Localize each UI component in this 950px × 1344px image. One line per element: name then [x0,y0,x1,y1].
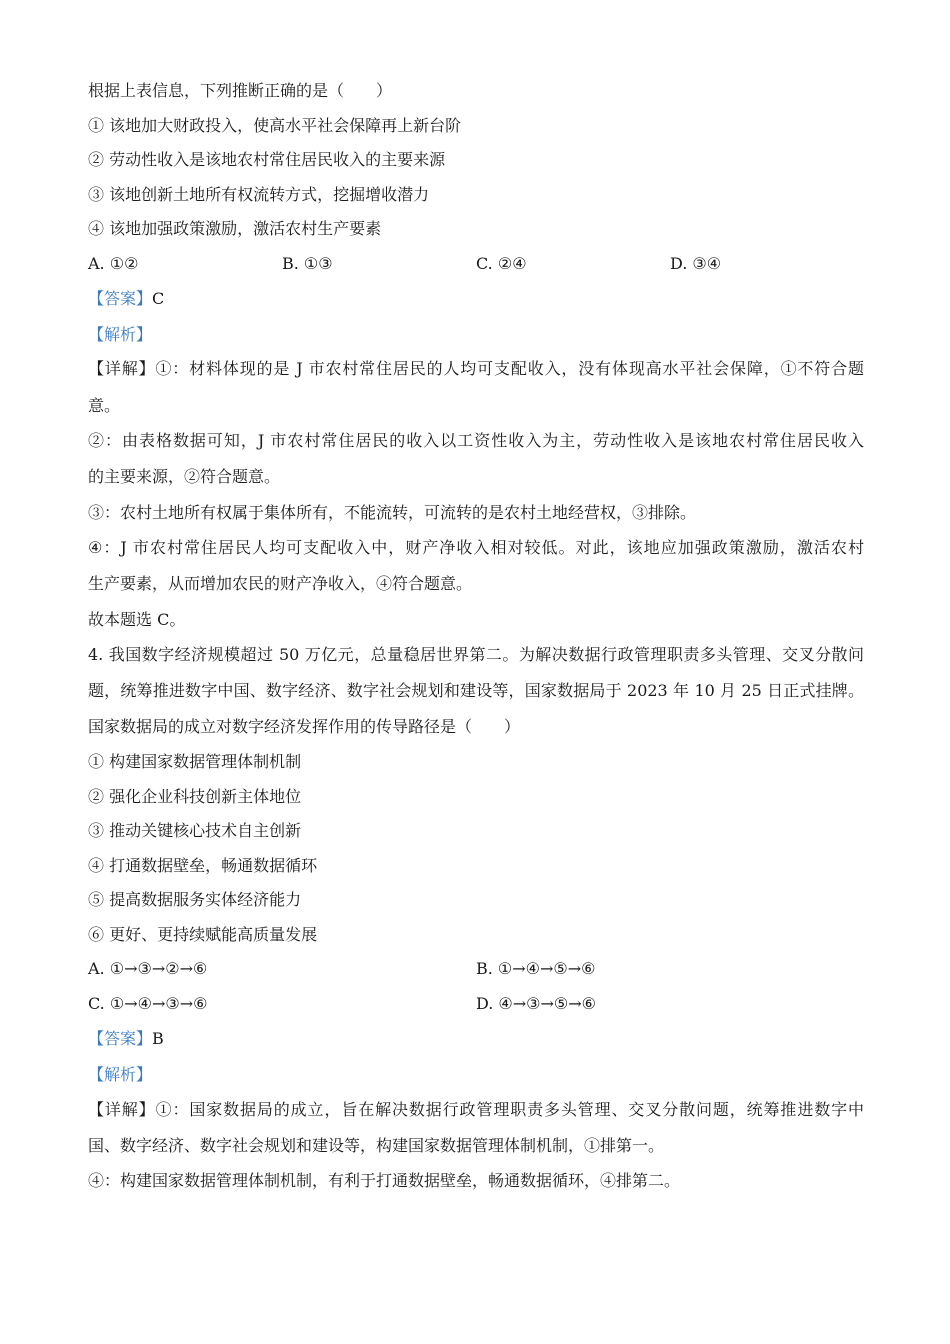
option-b: B. ①③ [282,254,333,273]
analysis-tag: 【解析】 [88,325,153,344]
statement-item: ① 构建国家数据管理体制机制 [88,752,302,771]
statement-item: ③ 推动关键核心技术自主创新 [88,821,302,840]
question-4-stem: 4. 我国数字经济规模超过 50 万亿元，总量稳居世界第二。为解决数据行政管理职责多头管理、交叉分散问 [88,645,864,664]
detail-line: ④：J 市农村常住居民人均可支配收入中，财产净收入相对较低。对此，该地应加强政策激励，激活农村 [88,538,864,557]
question-4-stem: 国家数据局的成立对数字经济发挥作用的传导路径是（ ） [88,717,521,736]
option-c: C. ②④ [476,254,527,273]
detail-line: 生产要素，从而增加农民的财产净收入，④符合题意。 [88,574,473,593]
detail-line: 意。 [88,396,121,415]
detail-line [88,358,864,380]
detail-line: ④：构建国家数据管理体制机制，有利于打通数据壁垒，畅通数据循环，④排第二。 [88,1171,681,1190]
detail-line: ③：农村土地所有权属于集体所有，不能流转，可流转的是农村土地经营权，③排除。 [88,503,697,522]
question-3-stem: 根据上表信息，下列推断正确的是（ ） [88,81,393,100]
statement-item: ③ 该地创新土地所有权流转方式，挖掘增收潜力 [88,185,430,204]
detail-tag: 【详解】 [88,359,156,378]
detail-line: 国、数字经济、数字社会规划和建设等，构建国家数据管理体制机制，①排第一。 [88,1136,665,1155]
statement-item: ④ 打通数据壁垒，畅通数据循环 [88,856,318,875]
detail-line: 的主要来源，②符合题意。 [88,467,281,486]
detail-text: ①：国家数据局的成立，旨在解决数据行政管理职责多头管理、交叉分散问题，统筹推进数字中 [155,1100,864,1119]
detail-tag: 【详解】 [88,1100,156,1119]
option-a: A. ①② [88,254,139,273]
detail-line [88,1099,864,1121]
option-c: C. ①→④→③→⑥ [88,994,208,1013]
detail-text: ①：材料体现的是 J 市农村常住居民的人均可支配收入，没有体现高水平社会保障，①不符合题 [155,359,864,378]
answer-tag: 【答案】 [88,289,153,308]
statement-item: ⑥ 更好、更持续赋能高质量发展 [88,925,318,944]
analysis-tag: 【解析】 [88,1065,153,1084]
statement-item: ① 该地加大财政投入，使高水平社会保障再上新台阶 [88,116,462,135]
statement-item: ④ 该地加强政策激励，激活农村生产要素 [88,219,382,238]
option-a: A. ①→③→②→⑥ [88,959,208,978]
option-d: D. ③④ [670,254,722,273]
statement-item: ② 劳动性收入是该地农村常住居民收入的主要来源 [88,150,446,169]
question-4-stem: 题，统筹推进数字中国、数字经济、数字社会规划和建设等，国家数据局于 2023 年 10 月 25 日正式挂牌。 [88,681,864,700]
answer-value: C [152,289,165,308]
option-d: D. ④→③→⑤→⑥ [476,994,597,1013]
conclusion-line: 故本题选 C。 [88,610,186,629]
answer-line [88,1028,164,1050]
answer-tag: 【答案】 [88,1029,153,1048]
statement-item: ⑤ 提高数据服务实体经济能力 [88,890,302,909]
statement-item: ② 强化企业科技创新主体地位 [88,787,302,806]
option-b: B. ①→④→⑤→⑥ [476,959,596,978]
answer-line [88,288,164,310]
detail-line: ②：由表格数据可知，J 市农村常住居民的收入以工资性收入为主，劳动性收入是该地农村常住居民收入 [88,431,864,450]
answer-value: B [152,1029,164,1048]
